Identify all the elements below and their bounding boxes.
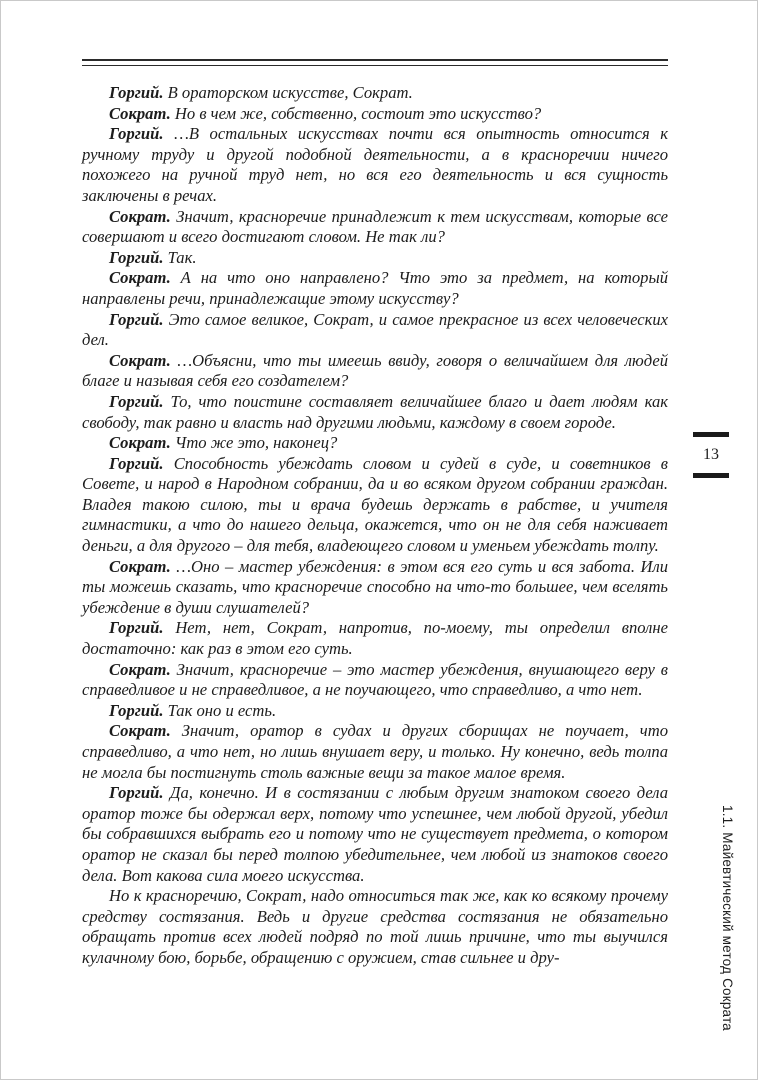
paragraph: Сократ. Что же это, наконец? — [109, 433, 338, 453]
page-number: 13 — [703, 446, 719, 463]
paragraph: Сократ. А на что оно направлено? Что это за предмет, на который направлены речи, принадлежащие этому искусству? — [82, 268, 668, 308]
chapter-sidebar-caption: 1.1. Майевтический метод Сократа — [720, 805, 735, 1031]
header-rule-thick — [82, 59, 668, 61]
speaker-name: Горгий. — [109, 309, 169, 329]
header-rule-thin — [82, 65, 668, 66]
speaker-name: Сократ. — [109, 556, 177, 576]
speaker-name: Сократ. — [109, 268, 181, 288]
paragraph: Сократ. Но в чем же, собственно, состоит это искусство? — [109, 103, 542, 123]
text-column — [82, 83, 668, 969]
paragraph: Но к красноречию, Сократ, надо относиться так же, как ко всякому прочему средству состязания. Ведь и другие средства состязания не обязательно обращать против всех людей подряд по той лишь причине, что ты выучился кулачному бою, борьбе, обращению с оружием, став сильнее и дру- — [82, 886, 668, 967]
speaker-name: Сократ. — [109, 350, 178, 370]
speaker-name: Горгий. — [109, 247, 168, 267]
paragraph: Сократ. Значит, красноречие – это мастер убеждения, внушающего веру в справедливое и не справедливое, а не поучающего, что справедливо, а что нет. — [82, 659, 668, 700]
speaker-name: Сократ. — [109, 721, 182, 741]
paragraph: Горгий. …В остальных искусствах почти вся опытность относится к ручному труду и другой подобной деятельности, а в красноречии ничего похожего на ручной труд нет, но вся его деятельность и вся сущность заключены в речах. — [82, 124, 669, 205]
header-double-rule — [82, 59, 668, 66]
speaker-name: Горгий. — [109, 783, 170, 803]
paragraph: Сократ. …Оно – мастер убеждения: в этом вся его суть и вся забота. Или ты можешь сказать, что красноречие способно на что-то большее, чем вселять убеждение в души слушателей? — [82, 556, 668, 617]
speaker-name: Горгий. — [109, 618, 176, 638]
speaker-name: Сократ. — [109, 103, 175, 123]
paragraph: Сократ. Значит, красноречие принадлежит к тем искусствам, которые все совершают и всего достигают словом. Не так ли? — [82, 206, 668, 247]
paragraph: Горгий. Это самое великое, Сократ, и самое прекрасное из всех человеческих дел. — [82, 309, 668, 350]
speaker-name: Сократ. — [109, 206, 177, 226]
speaker-name: Сократ. — [109, 433, 175, 453]
paragraph: Горгий. Способность убеждать словом и судей в суде, и советников в Совете, и народ в Народном собрании, да и во всяком другом собрании граждан. Владея такою силою, ты и врача будешь держать в рабстве, и учителя гимнастики, а что до нашего дельца, окажется, что он не для себя наживает деньги, а для другого – для тебя, владеющего словом и уменьем убеждать толпу. — [82, 453, 668, 556]
speaker-name: Горгий. — [109, 453, 174, 473]
speaker-name: Горгий. — [109, 391, 171, 411]
paragraph: Горгий. То, что поистине составляет величайшее благо и дает людям как свободу, так равно и власть над другими людьми, каждому в своем городе. — [82, 391, 669, 432]
paragraph: Горгий. Так оно и есть. — [109, 700, 277, 720]
page-number-rule-bottom — [693, 473, 729, 478]
paragraph: Сократ. …Объясни, что ты имеешь ввиду, говоря о величайшем для людей благе и называя себя его создателем? — [82, 350, 668, 391]
speaker-name: Горгий. — [109, 83, 168, 102]
paragraph: Горгий. Нет, нет, Сократ, напротив, по-моему, ты определил вполне достаточно: как раз в этом его суть. — [82, 618, 668, 659]
paragraph: Сократ. Значит, оратор в судах и других сборищах не поучает, что справедливо, а что нет, но лишь внушает веру, и только. Ну конечно, ведь толпа не могла бы постигнуть столь важные вещи за такое малое время. — [82, 721, 669, 782]
speaker-name: Горгий. — [109, 124, 175, 144]
paragraph: Горгий. Да, конечно. И в состязании с любым другим знатоком своего дела оратор тоже бы одержал верх, потому что успешнее, чем любой другой, убедил бы собравшихся выбрать его и потому что не существует предмета, о котором оратор не сказал бы перед толпою убедительнее, чем любой из знатоков своего дела. Вот какова сила моего искусства. — [82, 783, 669, 885]
paragraph: Горгий. В ораторском искусстве, Сократ. — [109, 83, 413, 102]
speaker-name: Горгий. — [109, 700, 168, 720]
speaker-name: Сократ. — [109, 659, 177, 679]
page-number-block — [692, 432, 730, 478]
paragraph: Горгий. Так. — [109, 247, 197, 267]
